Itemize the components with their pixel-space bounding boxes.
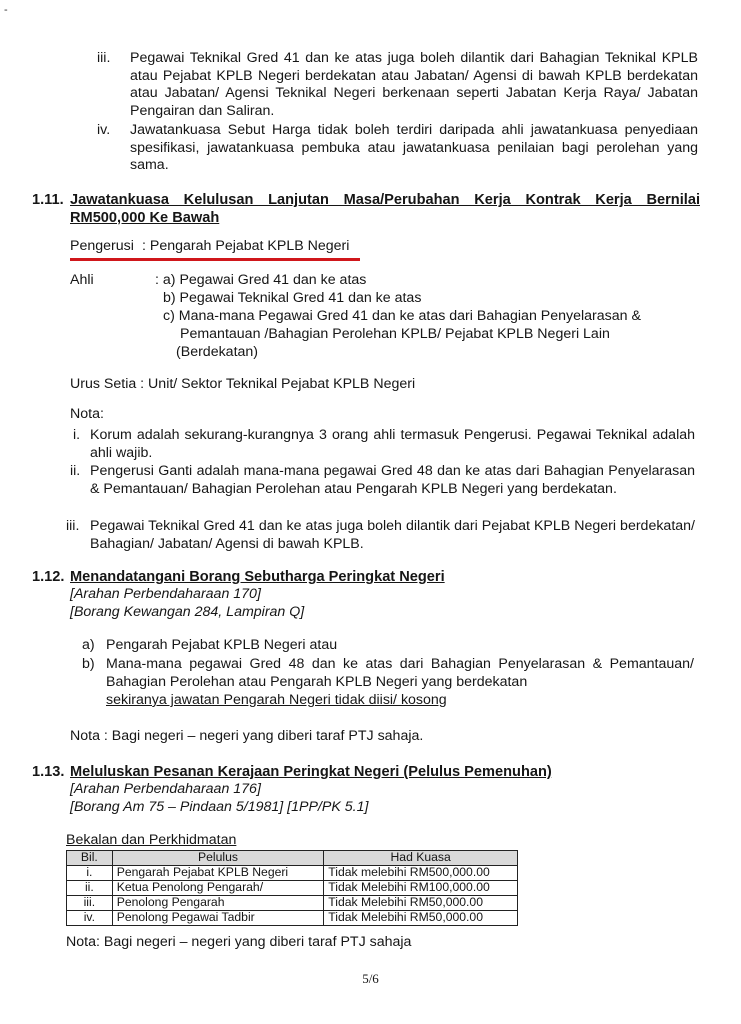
ahli-item: (Berdekatan) [176, 344, 259, 360]
list-text: Pengarah Pejabat KPLB Negeri atau [106, 637, 338, 653]
nota-text: Pengerusi Ganti adalah mana-mana pegawai Gred 48 dan ke atas dari Bahagian Penyelarasan & Pemantauan/ Bahagian Perolehan atau Pengarah KPLB Negeri yang berdekatan. [90, 463, 695, 497]
ahli-item: : a) Pegawai Gred 41 dan ke atas [155, 272, 367, 288]
table-header: Pelulus [112, 851, 324, 866]
nota: Nota : Bagi negeri – negeri yang diberi taraf PTJ sahaja. [70, 728, 424, 744]
ahli-label: Ahli [70, 272, 94, 288]
list-text: Mana-mana pegawai Gred 48 dan ke atas dari Bahagian Penyelarasan & Pemantauan/ Bahagian Perolehan atau Pengarah KPLB Negeri yang berdekatan [106, 656, 694, 690]
section-number: 1.12. [32, 569, 65, 585]
section-title: Menandatangani Borang Sebutharga Peringkat Negeri [70, 569, 445, 585]
top-item-text: Jawatankuasa Sebut Harga tidak boleh terdiri daripada ahli jawatankuasa penyediaan spesifikasi, jawatankuasa pembuka atau jawatankuasa penilaian bagi perolehan yang sama. [130, 122, 698, 173]
authority-table [66, 850, 518, 926]
table-cell: ii. [67, 881, 113, 896]
urus-setia: Urus Setia : Unit/ Sektor Teknikal Pejabat KPLB Negeri [70, 376, 416, 392]
table-cell: Penolong Pegawai Tadbir [112, 911, 324, 926]
top-item-text: Pegawai Teknikal Gred 41 dan ke atas juga boleh dilantik dari Bahagian Teknikal KPLB atau Pejabat KPLB Negeri berdekatan atau Jabatan/ Agensi di bawah KPLB berdekatan atau Jabatan/ Agensi Teknikal Negeri berkenaan seperti Jabatan Kerja Raya/ Jabatan Pengairan dan Saliran. [130, 50, 698, 119]
pengerusi-value: : Pengarah Pejabat KPLB Negeri [142, 238, 350, 254]
reference: [Borang Am 75 – Pindaan 5/1981] [1PP/PK 5.1] [70, 799, 369, 815]
table-header-row [67, 851, 518, 866]
list-num: b) [82, 656, 95, 672]
table-row [67, 896, 518, 911]
list-num: a) [82, 637, 95, 653]
table-cell: Ketua Penolong Pengarah/ [112, 881, 324, 896]
table-cell: Tidak Melebihi RM100,000.00 [324, 881, 518, 896]
reference: [Borang Kewangan 284, Lampiran Q] [70, 604, 305, 620]
nota-num: ii. [70, 463, 81, 479]
section-number: 1.13. [32, 764, 65, 780]
top-item-num: iii. [97, 50, 111, 66]
underlined-text: sekiranya jawatan Pengarah Negeri tidak diisi/ kosong [106, 692, 447, 708]
table-cell: Tidak Melebihi RM50,000.00 [324, 896, 518, 911]
reference: [Arahan Perbendaharaan 176] [70, 781, 261, 797]
table-note: Nota: Bagi negeri – negeri yang diberi taraf PTJ sahaja [66, 934, 412, 950]
page-number: 5/6 [362, 971, 379, 986]
table-cell: iv. [67, 911, 113, 926]
pengerusi-label: Pengerusi [70, 238, 134, 254]
nota-text: Korum adalah sekurang-kurangnya 3 orang ahli termasuk Pengerusi. Pegawai Teknikal adalah ahli wajib. [90, 427, 695, 461]
reference: [Arahan Perbendaharaan 170] [70, 586, 261, 602]
corner-mark: - [4, 4, 8, 16]
nota-num: i. [73, 427, 81, 443]
table-header: Had Kuasa [324, 851, 518, 866]
table-cell: i. [67, 866, 113, 881]
table-header: Bil. [67, 851, 113, 866]
table-cell: iii. [67, 896, 113, 911]
nota-text: Pegawai Teknikal Gred 41 dan ke atas juga boleh dilantik dari Pejabat KPLB Negeri berdekatan/ Bahagian/ Jabatan/ Agensi di bawah KPLB. [90, 518, 695, 552]
ahli-item: b) Pegawai Teknikal Gred 41 dan ke atas [163, 290, 422, 306]
ahli-item: c) Mana-mana Pegawai Gred 41 dan ke atas dari Bahagian Penyelarasan & [163, 308, 641, 324]
table-title: Bekalan dan Perkhidmatan [66, 832, 237, 848]
table-row [67, 911, 518, 926]
red-underline [70, 258, 360, 261]
table-cell: Tidak Melebihi RM50,000.00 [324, 911, 518, 926]
nota-num: iii. [66, 518, 80, 534]
table-row [67, 866, 518, 881]
table-cell: Penolong Pengarah [112, 896, 324, 911]
table-cell: Tidak melebihi RM500,000.00 [324, 866, 518, 881]
table-row [67, 881, 518, 896]
nota-label: Nota: [70, 406, 104, 422]
section-title: Meluluskan Pesanan Kerajaan Peringkat Negeri (Pelulus Pemenuhan) [70, 764, 552, 780]
ahli-item: Pemantauan /Bahagian Perolehan KPLB/ Pejabat KPLB Negeri Lain [180, 326, 610, 342]
top-item-num: iv. [97, 122, 111, 138]
table-cell: Pengarah Pejabat KPLB Negeri [112, 866, 324, 881]
section-title: Jawatankuasa Kelulusan Lanjutan Masa/Perubahan Kerja Kontrak Kerja Bernilai RM500,000 Ke Bawah [70, 192, 700, 226]
section-number: 1.11. [32, 192, 64, 208]
